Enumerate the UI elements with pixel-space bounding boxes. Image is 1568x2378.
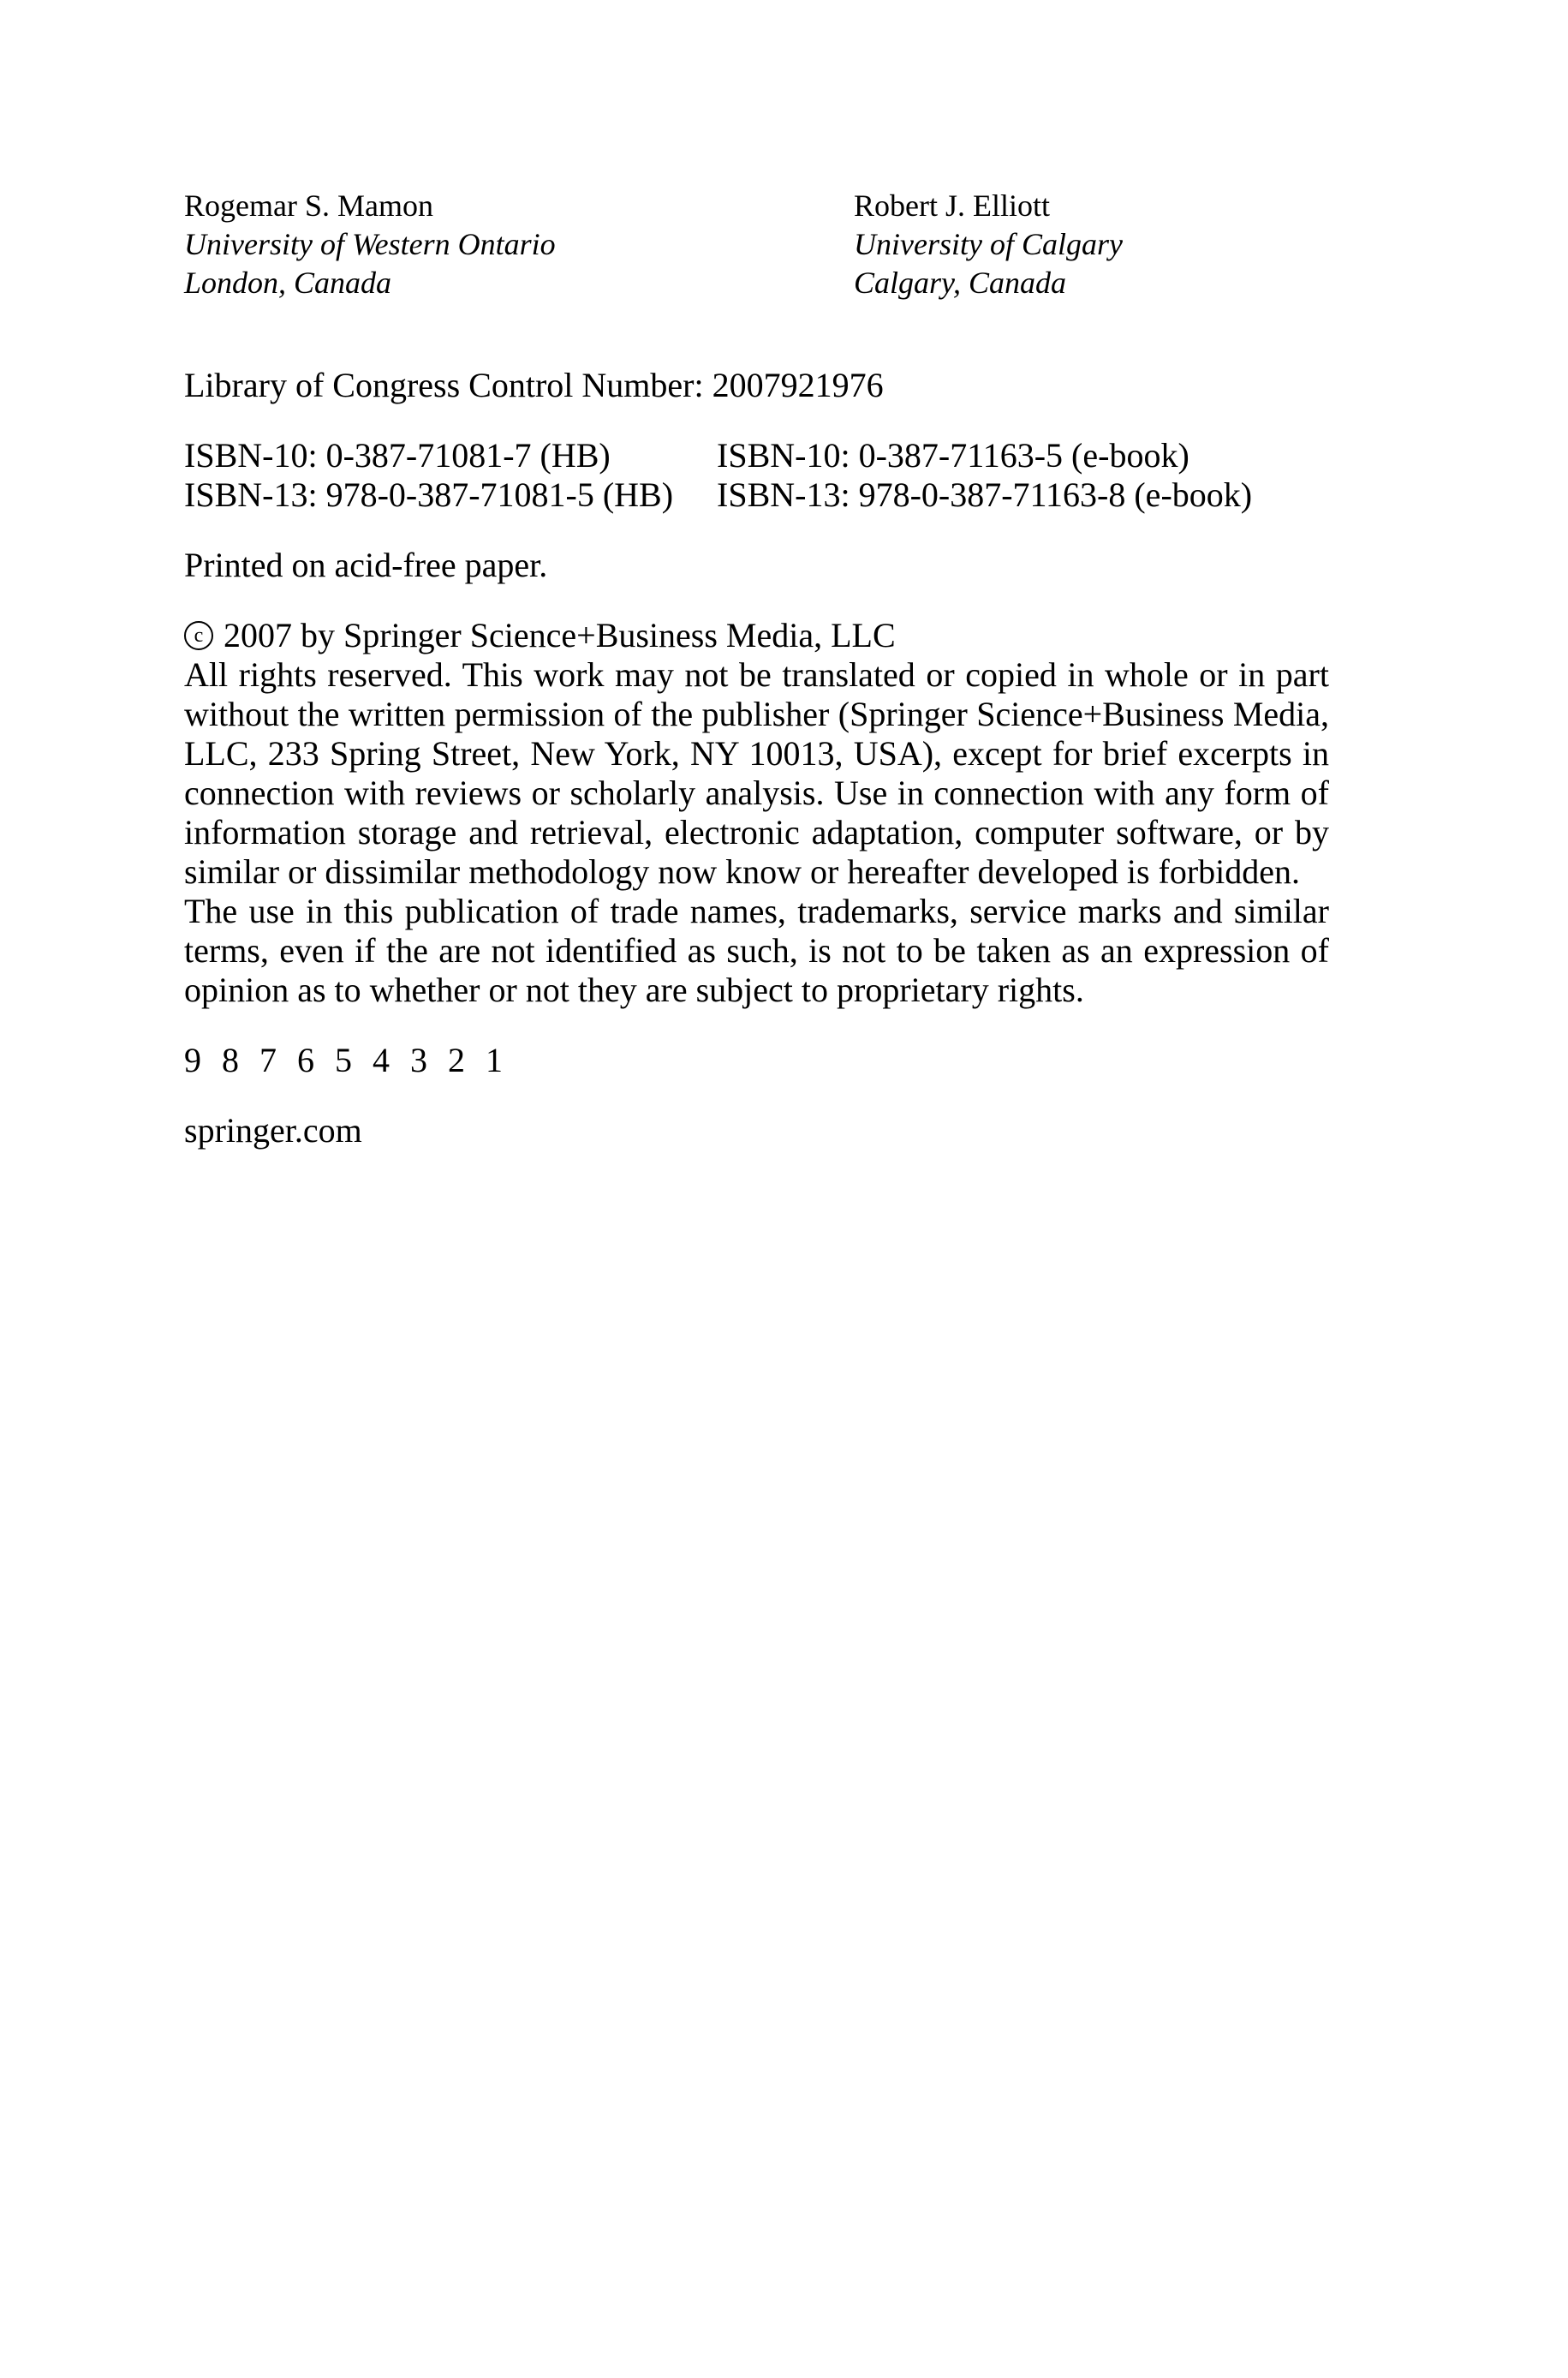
- copyright-icon: c: [184, 621, 213, 650]
- publisher-website: springer.com: [184, 1111, 362, 1150]
- isbn-10-ebook: ISBN-10: 0-387-71163-5 (e-book): [717, 436, 1189, 475]
- author-name: Robert J. Elliott: [854, 188, 1050, 223]
- authors-block: [184, 187, 1329, 302]
- copyright-page: [184, 187, 1329, 1150]
- author-location: London, Canada: [184, 266, 392, 300]
- legal-notice: [184, 655, 1329, 1010]
- isbn-13-ebook: ISBN-13: 978-0-387-71163-8 (e-book): [717, 475, 1253, 514]
- paper-note: Printed on acid-free paper.: [184, 546, 548, 584]
- author-2: [854, 187, 1123, 302]
- lccn-line: Library of Congress Control Number: 2007921976: [184, 366, 884, 404]
- author-affiliation: University of Western Ontario: [184, 227, 556, 261]
- author-location: Calgary, Canada: [854, 266, 1067, 300]
- printer-key-line: 9 8 7 6 5 4 3 2 1: [184, 1041, 504, 1079]
- isbn-10-hb: ISBN-10: 0-387-71081-7 (HB): [184, 436, 611, 475]
- author-1: [184, 187, 854, 302]
- author-name: Rogemar S. Mamon: [184, 188, 433, 223]
- trademark-paragraph: The use in this publication of trade names, trademarks, service marks and similar terms, even if the are not identified as such, is not to be taken as an expression of opinion as to whether or not they are subject to proprietary rights.: [184, 892, 1329, 1009]
- isbn-block: [184, 436, 1329, 515]
- rights-paragraph: All rights reserved. This work may not be translated or copied in whole or in part without the written permission of the publisher (Springer Science+Business Media, LLC, 233 Spring Street, New York, NY 10013, USA), except for brief excerpts in connection with reviews or scholarly analysis. Use in connection with any form of information storage and retrieval, electronic adaptation, computer software, or by similar or dissimilar methodology now know or hereafter developed is forbidden.: [184, 655, 1329, 891]
- copyright-text: 2007 by Springer Science+Business Media, LLC: [224, 616, 896, 654]
- isbn-13-hb: ISBN-13: 978-0-387-71081-5 (HB): [184, 475, 674, 514]
- author-affiliation: University of Calgary: [854, 227, 1123, 261]
- copyright-line: [184, 616, 1329, 655]
